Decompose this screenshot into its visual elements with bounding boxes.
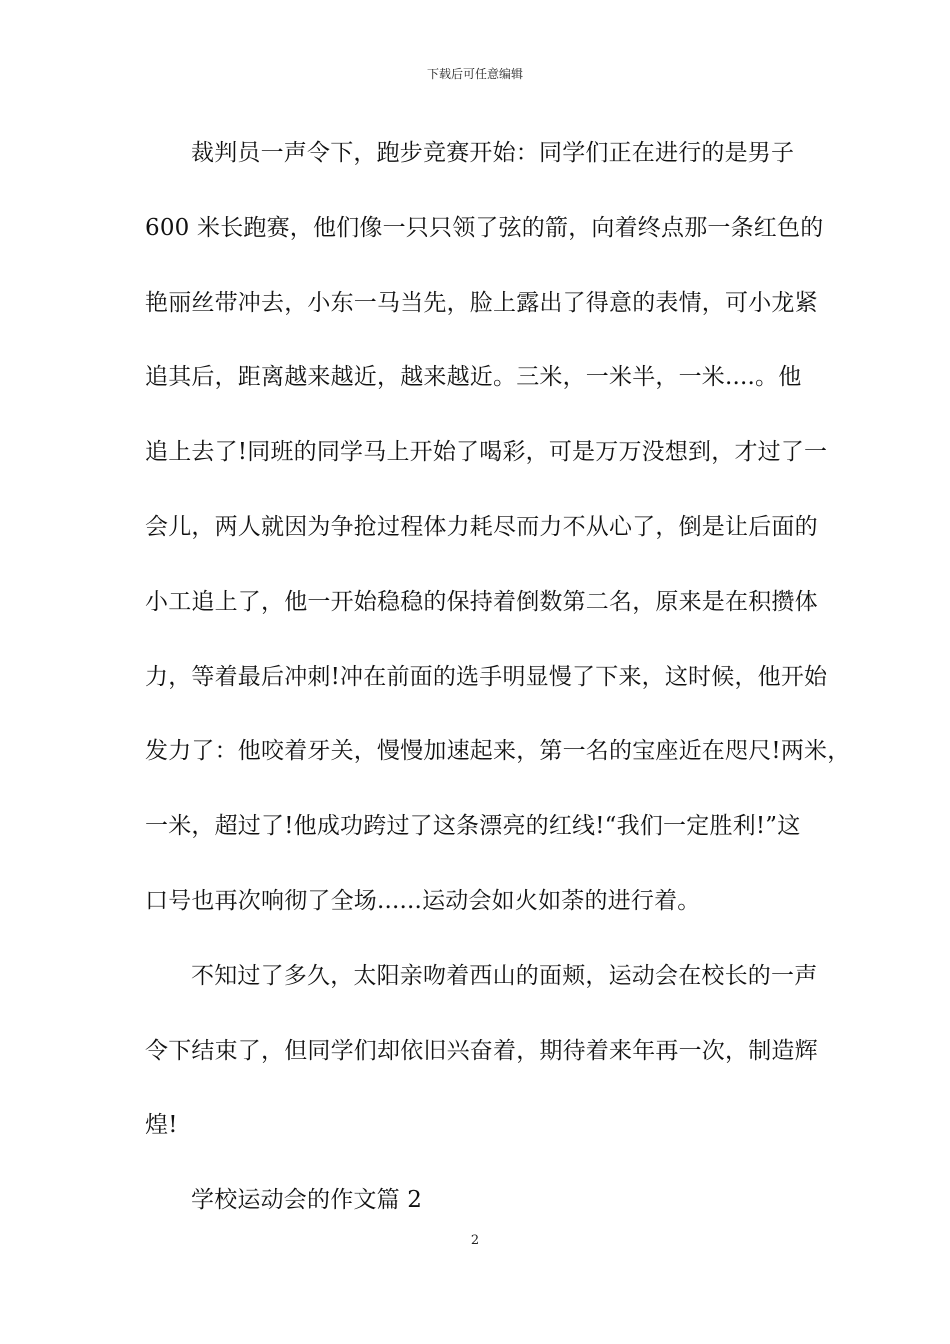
paragraph-line: 发力了：他咬着牙关，慢慢加速起来，第一名的宝座近在咫尺!两米， [145, 738, 851, 765]
paragraph-line: 600 米长跑赛，他们像一只只领了弦的箭，向着终点那一条红色的 [145, 214, 824, 241]
paragraph-line: 一米，超过了!他成功跨过了这条漂亮的红线!“我们一定胜利!”这 [145, 813, 801, 840]
paragraph-line: 裁判员一声令下，跑步竞赛开始：同学们正在进行的是男子 [191, 140, 795, 166]
paragraph-line: 追其后，距离越来越近，越来越近。三米，一米半，一米....。他 [145, 364, 802, 391]
paragraph-line: 煌! [145, 1112, 178, 1139]
paragraph-line: 不知过了多久，太阳亲吻着西山的面颊，运动会在校长的一声 [191, 962, 818, 989]
page-header: 下载后可任意编辑 [426, 67, 523, 81]
paragraph-line: 会儿，两人就因为争抢过程体力耗尽而力不从心了，倒是让后面的 [145, 513, 818, 540]
paragraph-line: 口号也再次响彻了全场......运动会如火如荼的进行着。 [145, 887, 701, 914]
paragraph-line: 力，等着最后冲刺!冲在前面的选手明显慢了下来，这时候，他开始 [145, 663, 828, 690]
section-heading: 学校运动会的作文篇 2 [191, 1187, 423, 1214]
paragraph-line: 追上去了!同班的同学马上开始了喝彩，可是万万没想到，才过了一 [145, 439, 828, 466]
page-number: 2 [470, 1233, 480, 1248]
paragraph-line: 令下结束了，但同学们却依旧兴奋着，期待着来年再一次，制造辉 [145, 1037, 818, 1064]
paragraph-line: 小工追上了，他一开始稳稳的保持着倒数第二名，原来是在积攒体 [145, 588, 818, 615]
document-body [145, 128, 851, 1250]
paragraph-line: 艳丽丝带冲去，小东一马当先，脸上露出了得意的表情，可小龙紧 [145, 289, 818, 316]
